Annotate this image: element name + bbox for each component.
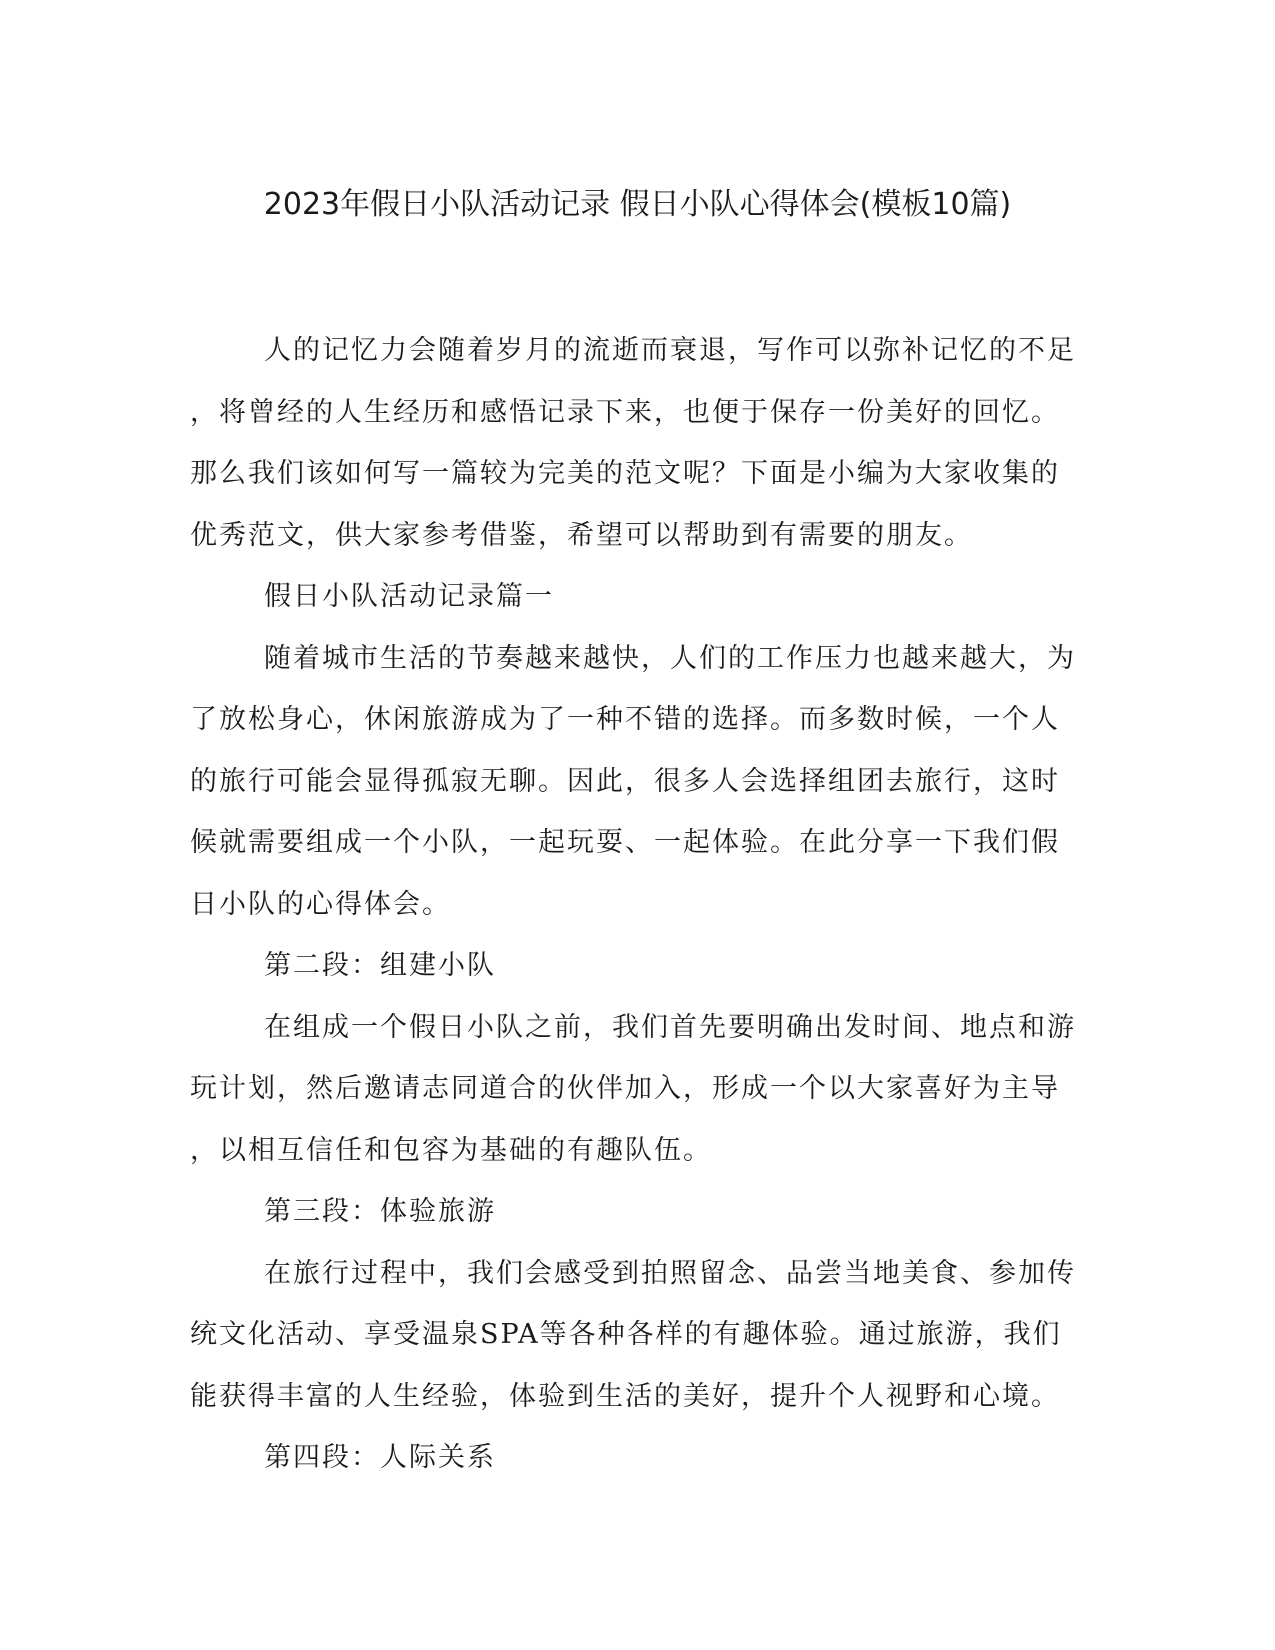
text-line: 能获得丰富的人生经验，体验到生活的美好，提升个人视野和心境。 xyxy=(190,1380,1060,1412)
text-line: 在组成一个假日小队之前，我们首先要明确出发时间、地点和游 xyxy=(264,1011,1076,1043)
text-line: ，将曾经的人生经历和感悟记录下来，也便于保存一份美好的回忆。 xyxy=(190,396,1060,428)
text-line: 人的记忆力会随着岁月的流逝而衰退，写作可以弥补记忆的不足 xyxy=(264,335,1076,366)
section-heading: 假日小队活动记录篇一 xyxy=(264,581,554,612)
text-line: 日小队的心得体会。 xyxy=(190,888,451,920)
text-line: 的旅行可能会显得孤寂无聊。因此，很多人会选择组团去旅行，这时 xyxy=(190,765,1060,797)
text-line: 候就需要组成一个小队，一起玩耍、一起体验。在此分享一下我们假 xyxy=(190,827,1060,858)
text-line: 了放松身心，休闲旅游成为了一种不错的选择。而多数时候，一个人 xyxy=(190,704,1060,735)
text-line: 优秀范文，供大家参考借鉴，希望可以帮助到有需要的朋友。 xyxy=(190,519,973,551)
text-line: 随着城市生活的节奏越来越快，人们的工作压力也越来越大，为 xyxy=(264,642,1076,674)
document-title: 2023年假日小队活动记录 假日小队心得体会(模板10篇) xyxy=(263,187,1012,222)
text-line: 在旅行过程中，我们会感受到拍照留念、品尝当地美食、参加传 xyxy=(264,1257,1076,1289)
text-line: ，以相互信任和包容为基础的有趣队伍。 xyxy=(190,1134,712,1166)
text-line: 统文化活动、享受温泉SPA等各种各样的有趣体验。通过旅游，我们 xyxy=(190,1319,1062,1350)
section-heading: 第三段：体验旅游 xyxy=(264,1196,496,1227)
section-heading: 第二段：组建小队 xyxy=(264,950,496,981)
text-line: 那么我们该如何写一篇较为完美的范文呢？下面是小编为大家收集的 xyxy=(190,458,1060,489)
text-line: 玩计划，然后邀请志同道合的伙伴加入，形成一个以大家喜好为主导 xyxy=(190,1073,1060,1104)
section-heading: 第四段：人际关系 xyxy=(264,1442,496,1473)
document-body xyxy=(190,320,1090,1489)
